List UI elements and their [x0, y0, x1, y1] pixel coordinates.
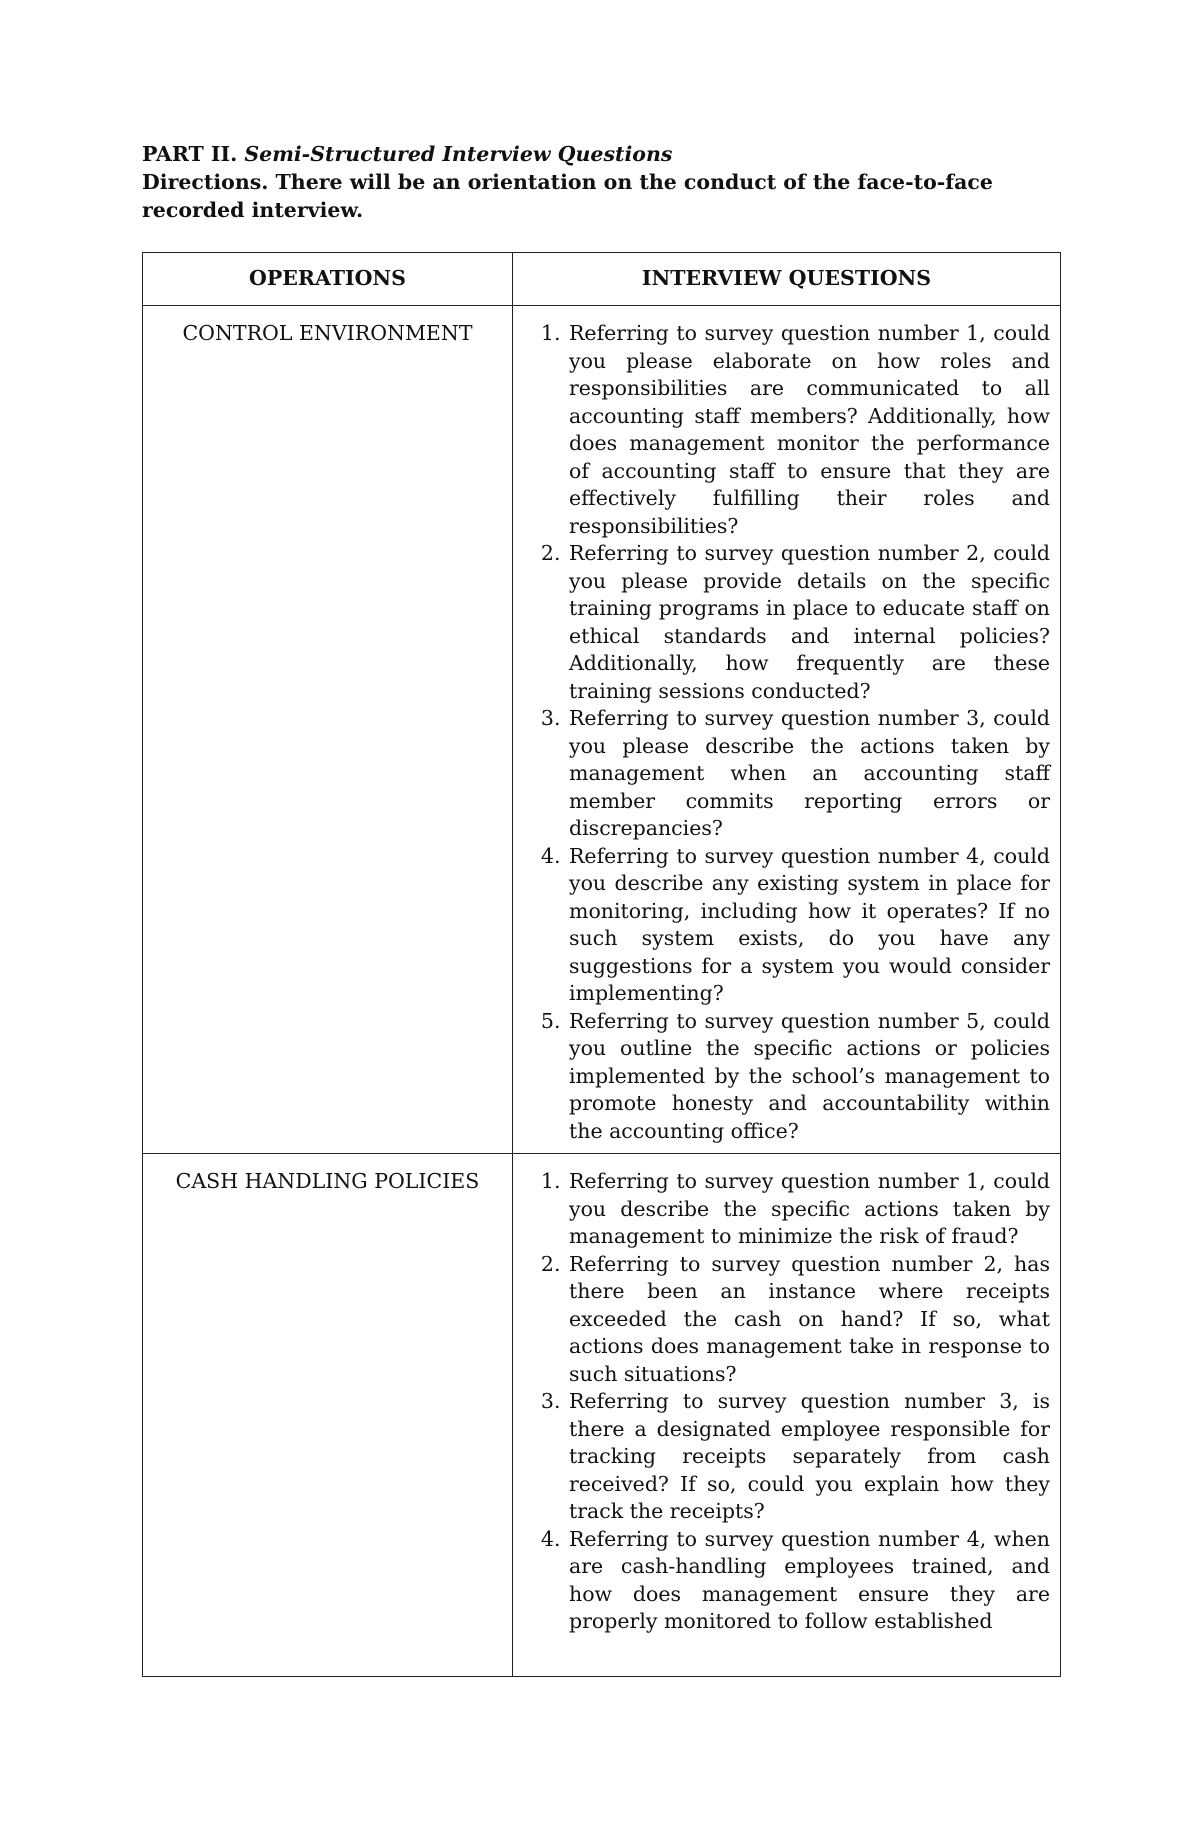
part-label: PART II. [142, 142, 245, 166]
list-item: 4. Referring to survey question number 4, when are cash-handling employees trained, and how does management ensure they are properly monitored to follow established [567, 1526, 1050, 1636]
list-item: 2. Referring to survey question number 2, has there been an instance where receipts exceeded the cash on hand? If so, what actions does management take in response to such situations? [567, 1251, 1050, 1389]
list-item: 4. Referring to survey question number 4, could you describe any existing system in place for monitoring, including how it operates? If no such system exists, do you have any suggestions for a system you would consider implementing? [567, 843, 1050, 1008]
list-item: 3. Referring to survey question number 3, could you please describe the actions taken by management when an accounting staff member commits reporting errors or discrepancies? [567, 705, 1050, 843]
questions-cell [513, 306, 1061, 1154]
directions-text: Directions. There will be an orientation on the conduct of the face-to-face recorded interview. [142, 170, 993, 222]
operation-cell: CONTROL ENVIRONMENT [143, 306, 513, 1154]
list-item: 3. Referring to survey question number 3, is there a designated employee responsible for tracking receipts separately from cash received? If so, could you explain how they track the receipts? [567, 1388, 1050, 1526]
column-header-interview-questions: INTERVIEW QUESTIONS [513, 253, 1061, 306]
column-header-operations: OPERATIONS [143, 253, 513, 306]
list-item: 5. Referring to survey question number 5, could you outline the specific actions or policies implemented by the school’s management to promote honesty and accountability within the accounting office? [567, 1008, 1050, 1146]
list-item: 2. Referring to survey question number 2, could you please provide details on the specific training programs in place to educate staff on ethical standards and internal policies? Additionally, how frequently are these training sessions conducted? [567, 540, 1050, 705]
operation-cell: CASH HANDLING POLICIES [143, 1154, 513, 1677]
question-list [523, 1168, 1050, 1636]
part-title-line [142, 140, 1072, 168]
list-item: 1. Referring to survey question number 1, could you please elaborate on how roles and responsibilities are communicated to all accounting staff members? Additionally, how does management monitor the performance of accounting staff to ensure that they are effectively fulfilling their roles and responsibilities? [567, 320, 1050, 540]
table-header-row [143, 253, 1061, 306]
list-item: 1. Referring to survey question number 1, could you describe the specific actions taken by management to minimize the risk of fraud? [567, 1168, 1050, 1251]
interview-questions-table [142, 252, 1061, 1677]
questions-clip [523, 1168, 1050, 1648]
part-title: Semi-Structured Interview Questions [244, 142, 673, 166]
section-heading [142, 140, 1072, 224]
questions-cell [513, 1154, 1061, 1677]
question-list [523, 320, 1050, 1145]
table-row [143, 1154, 1061, 1677]
table-row [143, 306, 1061, 1154]
